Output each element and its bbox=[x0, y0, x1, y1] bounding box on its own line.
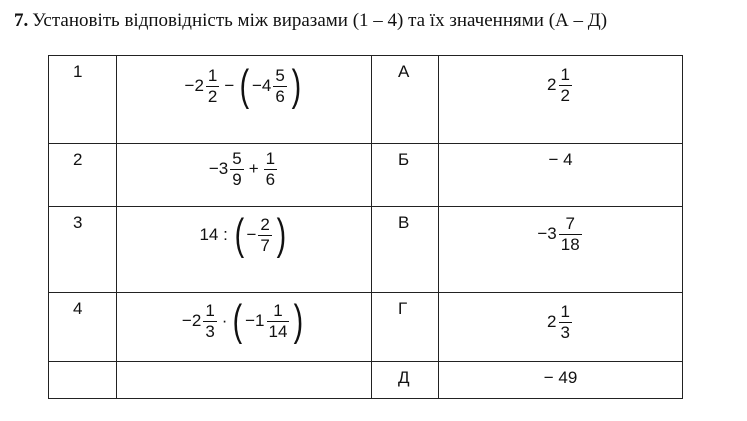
open-paren: ( bbox=[239, 61, 250, 110]
numerator: 1 bbox=[205, 300, 215, 320]
value-text: − 49 bbox=[543, 368, 578, 387]
whole-part: −3 bbox=[208, 159, 229, 179]
whole-part: −2 bbox=[184, 76, 204, 95]
denominator: 3 bbox=[205, 321, 215, 341]
numerator: 1 bbox=[560, 65, 570, 84]
denominator: 3 bbox=[560, 322, 570, 342]
denominator: 18 bbox=[560, 234, 580, 254]
denominator: 9 bbox=[232, 169, 242, 189]
whole-part: −4 bbox=[251, 76, 272, 95]
task-text: Установіть відповідність між виразами (1 – 4) та їх значеннями (А – Д) bbox=[32, 10, 608, 31]
expression-number: 4 bbox=[73, 299, 83, 318]
fraction bbox=[267, 302, 290, 341]
value-cell bbox=[439, 144, 683, 207]
value-a bbox=[439, 66, 682, 105]
expression-number: 2 bbox=[73, 150, 83, 169]
denominator: 7 bbox=[260, 235, 270, 255]
expression-cell bbox=[117, 362, 372, 399]
answer-letter: Г bbox=[398, 299, 408, 318]
whole-part: −2 bbox=[181, 311, 202, 330]
expression-1 bbox=[117, 61, 371, 110]
operator: + bbox=[248, 159, 259, 179]
value-g bbox=[439, 303, 682, 342]
fraction bbox=[206, 67, 219, 106]
open-paren: ( bbox=[234, 210, 244, 259]
index-cell bbox=[49, 56, 117, 144]
index-cell bbox=[49, 293, 117, 362]
denominator: 2 bbox=[560, 85, 570, 105]
expression-3 bbox=[117, 210, 371, 259]
fraction bbox=[264, 150, 277, 189]
fraction bbox=[559, 303, 572, 342]
value-v bbox=[439, 215, 682, 254]
fraction bbox=[559, 215, 582, 254]
index-cell bbox=[49, 362, 117, 399]
whole-part: 2 bbox=[547, 312, 557, 332]
whole-part: 2 bbox=[547, 75, 557, 95]
expression-4 bbox=[117, 296, 371, 345]
value-d bbox=[439, 368, 682, 388]
fraction bbox=[230, 150, 243, 189]
letter-cell bbox=[372, 56, 439, 144]
numerator: 1 bbox=[273, 300, 283, 320]
fraction bbox=[273, 67, 286, 106]
close-paren: ) bbox=[293, 296, 304, 345]
expression-number: 3 bbox=[73, 213, 83, 232]
answer-letter: В bbox=[398, 213, 410, 232]
numerator: 5 bbox=[232, 149, 242, 168]
sign: − bbox=[246, 225, 257, 244]
fraction bbox=[258, 216, 271, 255]
expression-2 bbox=[117, 150, 371, 189]
denominator: 6 bbox=[275, 86, 285, 106]
value-cell bbox=[439, 362, 683, 399]
matching-table bbox=[48, 55, 683, 399]
numerator: 1 bbox=[207, 65, 218, 85]
letter-cell bbox=[372, 207, 439, 293]
numerator: 1 bbox=[265, 149, 276, 168]
table-row bbox=[49, 56, 683, 144]
numerator: 2 bbox=[260, 214, 270, 234]
whole-part: 14 : bbox=[199, 225, 228, 244]
numerator: 5 bbox=[275, 65, 285, 85]
fraction bbox=[203, 302, 216, 341]
answer-letter: А bbox=[398, 62, 410, 81]
value-cell bbox=[439, 56, 683, 144]
letter-cell bbox=[372, 293, 439, 362]
close-paren: ) bbox=[276, 210, 286, 259]
table-row bbox=[49, 293, 683, 362]
table-row bbox=[49, 144, 683, 207]
letter-cell bbox=[372, 144, 439, 207]
operator: · bbox=[221, 311, 228, 330]
numerator: 1 bbox=[560, 302, 570, 321]
fraction bbox=[559, 66, 572, 105]
task-number: 7. bbox=[14, 10, 29, 31]
denominator: 14 bbox=[268, 321, 288, 341]
value-cell bbox=[439, 207, 683, 293]
operator: − bbox=[224, 76, 235, 95]
close-paren: ) bbox=[291, 61, 301, 110]
value-cell bbox=[439, 293, 683, 362]
expression-cell bbox=[117, 56, 372, 144]
task-statement bbox=[14, 10, 607, 32]
value-text: − 4 bbox=[548, 150, 573, 169]
open-paren: ( bbox=[233, 296, 243, 345]
index-cell bbox=[49, 144, 117, 207]
answer-letter: Б bbox=[398, 150, 410, 169]
whole-part: −1 bbox=[245, 311, 265, 330]
whole-part: −3 bbox=[537, 224, 557, 244]
table-row bbox=[49, 207, 683, 293]
table-row bbox=[49, 362, 683, 399]
expression-cell bbox=[117, 207, 372, 293]
expression-cell bbox=[117, 144, 372, 207]
expression-number: 1 bbox=[73, 62, 83, 81]
denominator: 2 bbox=[207, 86, 218, 106]
answer-letter: Д bbox=[398, 368, 410, 387]
value-b bbox=[439, 150, 682, 170]
letter-cell bbox=[372, 362, 439, 399]
numerator: 7 bbox=[565, 214, 575, 233]
denominator: 6 bbox=[265, 169, 276, 189]
expression-cell bbox=[117, 293, 372, 362]
index-cell bbox=[49, 207, 117, 293]
